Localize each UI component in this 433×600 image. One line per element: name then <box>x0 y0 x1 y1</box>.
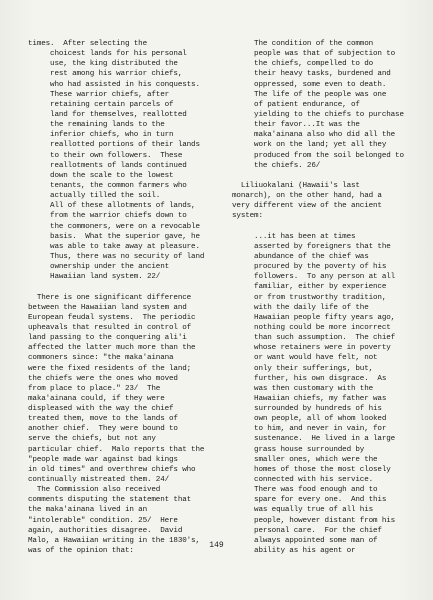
text-line: with the daily life of the <box>232 303 369 312</box>
text-line: personal care. For the chief <box>232 526 382 535</box>
text-line: tenants, the common farmers who <box>28 181 187 190</box>
text-line: "intolerable" condition. 25/ Here <box>28 516 178 525</box>
text-line: rest among his warrior chiefs, <box>28 70 183 79</box>
text-line: spare for every one. And this <box>232 496 387 505</box>
text-line: There is one significant difference <box>28 293 192 302</box>
text-line: particular chief. Malo reports that the <box>28 445 205 454</box>
text-line: to their own followers. These <box>28 151 183 160</box>
text-line: only their sufferings, but, <box>232 364 374 373</box>
text-line: grass house surrounded by <box>232 445 365 454</box>
text-line: European feudal systems. The periodic <box>28 313 196 322</box>
text-line: system: <box>232 212 263 221</box>
text-line: very different view of the ancient <box>232 202 382 211</box>
text-line: between the Hawaiian land system and <box>28 303 187 312</box>
text-line: inferior chiefs, who in turn <box>28 131 174 140</box>
text-line: procured by the poverty of his <box>232 263 387 272</box>
paragraph-gap <box>232 222 422 232</box>
text-line: continually mistreated them. 24/ <box>28 476 170 485</box>
text-line: treated them, move to the lands of <box>28 415 178 424</box>
text-line: sustenance. He lived in a large <box>232 435 396 444</box>
text-line: use, the king distributed the <box>28 60 178 69</box>
text-line: Malo, a Hawaiian writing in the 1830's, <box>28 536 200 545</box>
text-line: work on the land; yet all they <box>232 141 387 150</box>
text-line: oppressed, some even to death. <box>232 80 387 89</box>
text-line: times. After selecting the <box>28 40 147 48</box>
text-line: Hawaiian people fifty years ago, <box>232 313 396 322</box>
text-line: maka'ainana also who did all the <box>232 131 396 140</box>
text-line: Hawaiian chiefs, my father was <box>232 394 387 403</box>
text-line: who had assisted in his conquests. <box>28 80 200 89</box>
text-line: nothing could be more incorrect <box>232 323 391 332</box>
text-line: was able to take away at pleasure. <box>28 242 200 251</box>
text-line: smaller ones, which were the <box>232 455 378 464</box>
text-line: monarch), on the other hand, had a <box>232 192 382 201</box>
text-line: the chiefs were the ones who moved <box>28 374 178 383</box>
page-number: 149 <box>209 541 224 550</box>
text-line: The Commission also received <box>28 486 161 495</box>
text-line: down the scale to the lowest <box>28 171 174 180</box>
text-line: maka'ainana could, if they were <box>28 394 165 403</box>
text-line: was equally true of all his <box>232 506 374 515</box>
text-line: The condition of the common <box>232 40 374 48</box>
text-line: their favor...It was the <box>232 121 360 130</box>
text-line: or from trustworthy tradition, <box>232 293 387 302</box>
text-line: another chief. They were bound to <box>28 425 178 434</box>
text-line: serve the chiefs, but not any <box>28 435 156 444</box>
text-line: These warrior chiefs, after <box>28 90 170 99</box>
text-line: yielding to the chiefs to purchase <box>232 110 404 119</box>
text-line: own people, all of whom looked <box>232 415 387 424</box>
text-line: homes of those the most closely <box>232 465 391 474</box>
text-line: or want would have felt, not <box>232 354 378 363</box>
text-line: in old times" and overthrew chiefs who <box>28 465 196 474</box>
text-line: "people made war against bad kings <box>28 455 178 464</box>
text-line: familiar, either by experience <box>232 283 387 292</box>
text-line: comments disputing the statement that <box>28 496 192 505</box>
text-line: ability as his agent or <box>232 547 356 556</box>
text-line: the chiefs. 26/ <box>232 161 321 170</box>
text-line: was then customary with the <box>232 384 374 393</box>
text-line: was of the opinion that: <box>28 547 134 556</box>
text-line: Thus, there was no security of land <box>28 252 205 261</box>
text-line: asserted by foreigners that the <box>232 242 391 251</box>
text-line: ownership under the ancient <box>28 263 170 272</box>
text-line: affected the latter much more than the <box>28 344 196 353</box>
text-line: to him, and never in vain, for <box>232 425 387 434</box>
left-column <box>28 39 218 556</box>
text-line: the commoners, were on a revocable <box>28 222 200 231</box>
text-line: commoners since: "the maka'ainana <box>28 354 174 363</box>
text-line: land for themselves, reallotted <box>28 110 187 119</box>
text-line: than such assumption. The chief <box>232 334 396 343</box>
text-line: reallotments of lands continued <box>28 161 187 170</box>
text-line: choicest lands for his personal <box>28 50 187 59</box>
text-line: connected with his service. <box>232 476 374 485</box>
text-line: people was that of subjection to <box>232 50 396 59</box>
text-line: again, authorities disagree. David <box>28 526 183 535</box>
paragraph-gap <box>28 282 218 292</box>
text-line: Hawaiian land system. 22/ <box>28 273 161 282</box>
right-column <box>232 39 422 556</box>
text-line: Liliuokalani (Hawaii's last <box>232 181 360 190</box>
text-line: were the fixed residents of the land; <box>28 364 192 373</box>
text-line: upheavals that resulted in control of <box>28 323 192 332</box>
text-line: from place to place." 23/ The <box>28 384 161 393</box>
text-line: from the warrior chiefs down to <box>28 212 187 221</box>
text-line: further, his own disgrace. As <box>232 374 387 383</box>
text-line: of patient endurance, of <box>232 100 360 109</box>
text-line: actually tilled the soil. <box>28 192 161 201</box>
text-line: the remaining lands to the <box>28 121 165 130</box>
text-line: whose retainers were in poverty <box>232 344 391 353</box>
text-line: abundance of the chief was <box>232 252 369 261</box>
text-line: produced from the soil belonged to <box>232 151 404 160</box>
text-line: displeased with the way the chief <box>28 405 174 414</box>
text-line: always appointed some man of <box>232 536 378 545</box>
text-line: their heavy tasks, burdened and <box>232 70 391 79</box>
text-line: retaining certain parcels of <box>28 100 174 109</box>
paragraph-gap <box>232 171 422 181</box>
text-line: the maka'ainana lived in an <box>28 506 147 515</box>
text-line: basis. What the superior gave, he <box>28 232 200 241</box>
text-line: ...it has been at times <box>232 232 356 241</box>
text-line: surrounded by hundreds of his <box>232 405 382 414</box>
text-line: The life of the people was one <box>232 90 387 99</box>
text-line: land passing to the conquering ali'i <box>28 334 187 343</box>
text-line: followers. To any person at all <box>232 273 396 282</box>
text-line: reallotted portions of their lands <box>28 141 200 150</box>
text-line: There was food enough and to <box>232 486 378 495</box>
text-line: the chiefs, compelled to do <box>232 60 374 69</box>
text-line: people, however distant from his <box>232 516 396 525</box>
text-line: All of these allotments of lands, <box>28 202 196 211</box>
